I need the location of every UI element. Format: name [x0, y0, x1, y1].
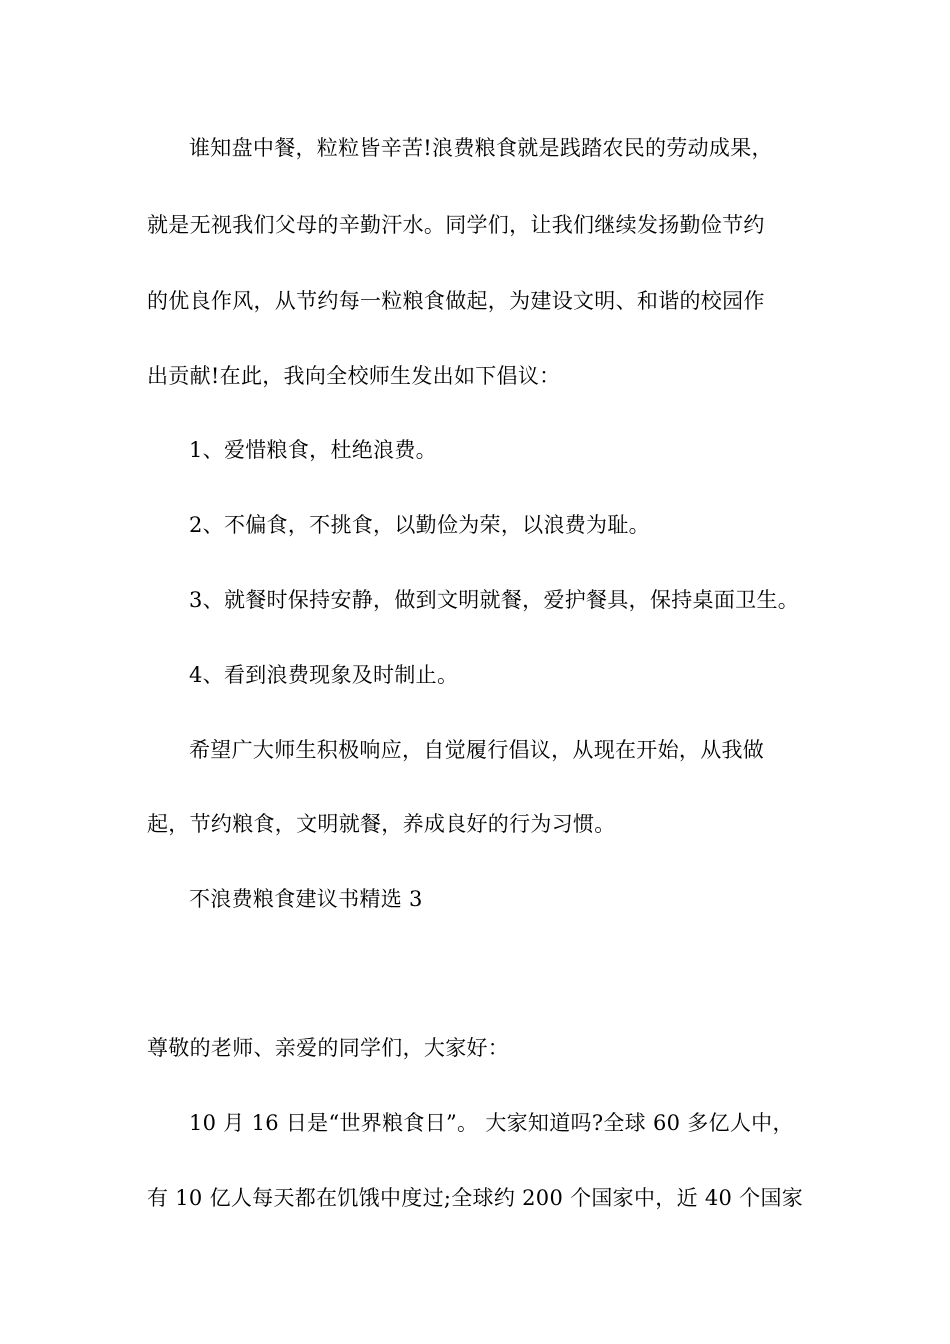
salutation: 尊敬的老师、亲爱的同学们，大家好：: [147, 1036, 510, 1060]
paragraph-line: 的优良作风，从节约每一粒粮食做起，为建设文明、和谐的校园作: [147, 289, 765, 313]
paragraph-line: 就是无视我们父母的辛勤汗水。同学们，让我们继续发扬勤俭节约: [147, 213, 765, 237]
list-item: 1、爱惜粮食，杜绝浪费。: [189, 438, 437, 462]
paragraph-line: 起，节约粮食，文明就餐，养成良好的行为习惯。: [147, 812, 616, 836]
paragraph-line: 10 月 16 日是“世界粮食日”。 大家知道吗?全球 60 多亿人中，: [189, 1111, 794, 1135]
list-item: 4、看到浪费现象及时制止。: [189, 663, 459, 687]
paragraph-line: 希望广大师生积极响应，自觉履行倡议，从现在开始，从我做: [189, 738, 765, 762]
list-item: 3、就餐时保持安静，做到文明就餐，爱护餐具，保持桌面卫生。: [189, 588, 800, 612]
list-item: 2、不偏食，不挑食，以勤俭为荣，以浪费为耻。: [189, 513, 650, 537]
section-title: 不浪费粮食建议书精选 3: [189, 887, 423, 911]
paragraph-line: 有 10 亿人每天都在饥饿中度过;全球约 200 个国家中，近 40 个国家: [147, 1186, 804, 1210]
paragraph-line: 谁知盘中餐，粒粒皆辛苦!浪费粮食就是践踏农民的劳动成果，: [189, 136, 773, 160]
paragraph-line: 出贡献!在此，我向全校师生发出如下倡议：: [147, 364, 561, 388]
